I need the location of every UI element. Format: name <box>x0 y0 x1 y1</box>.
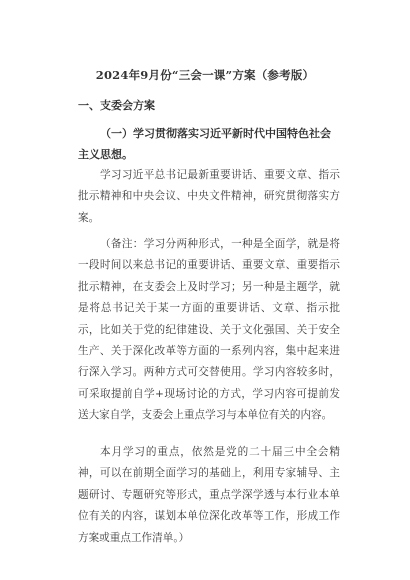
body-paragraph: 学习习近平总书记最新重要讲话、重要文章、指示批示精神和中央会议、中央文件精神，研究贯彻落实方案。 <box>78 169 340 224</box>
section-heading: 一、支委会方案 <box>78 99 155 112</box>
document-title: 2024年9月份“三会一课”方案（参考版） <box>95 68 315 82</box>
body-paragraph: （备注：学习分两种形式，一种是全面学，就是将一段时间以来总书记的重要讲话、重要文章、重要指示批示精神，在支委会上及时学习；另一种是主题学，就是将总书记关于某一方面的重要讲话、文章、指示批示，比如关于党的纪律建设、关于文化强国、关于安全生产、关于深化改革等方面的一系列内容，集中起来进行深入学习。两种方式可交替使用。学习内容较多时，可采取提前自学+现场讨论的方式，学习内容可提前发送大家自学，支委会上重点学习与本单位有关的内容。 <box>78 238 340 422</box>
body-paragraph: 本月学习的重点，依然是党的二十届三中全会精神，可以在前期全面学习的基础上，利用专家辅导、主题研讨、专题研究等形式，重点学深学透与本行业本单位有关的内容，谋划本单位深化改革等工作，形成工作方案或重点工作清单。） <box>78 446 340 544</box>
subsection-heading: （一）学习贯彻落实习近平新时代中国特色社会主义思想。 <box>78 127 331 161</box>
